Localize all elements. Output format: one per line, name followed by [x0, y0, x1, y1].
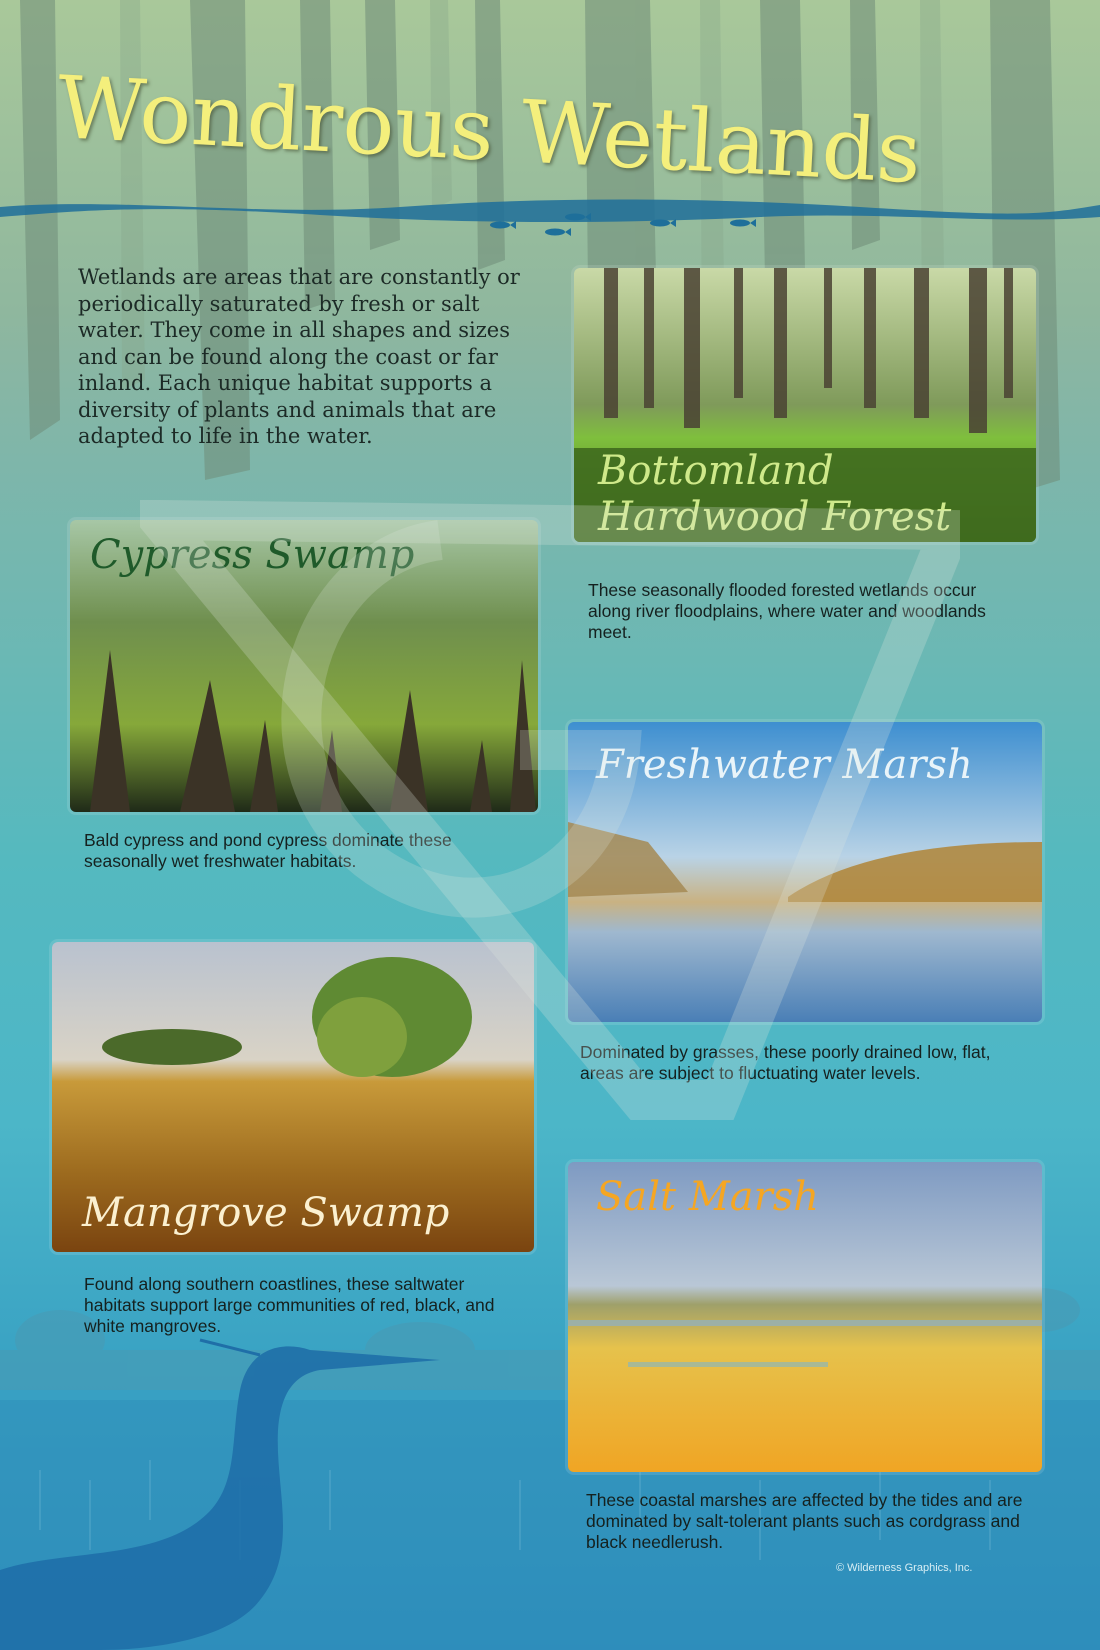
card-title-bottomland: [598, 448, 951, 540]
card-title-salt-marsh: Salt Marsh: [596, 1174, 820, 1220]
card-title-bottomland-line2: Hardwood Forest: [598, 494, 952, 540]
water-wave-band: [0, 195, 1100, 245]
card-title-mangrove-swamp: Mangrove Swamp: [82, 1190, 450, 1236]
card-desc-mangrove-swamp: Found along southern coastlines, these saltwater habitats support large communities of red, black, and white mangroves.: [84, 1274, 495, 1336]
copyright-text: © Wilderness Graphics, Inc.: [836, 1562, 973, 1574]
card-desc-salt-marsh: These coastal marshes are affected by the tides and are dominated by salt-tolerant plants such as cordgrass and black needlerush.: [586, 1490, 1023, 1552]
card-title-freshwater-marsh: Freshwater Marsh: [596, 742, 973, 788]
card-desc-freshwater-marsh: Dominated by grasses, these poorly drained low, flat, areas are subject to fluctuating water levels.: [580, 1042, 991, 1083]
card-desc-cypress-swamp: Bald cypress and pond cypress dominate these seasonally wet freshwater habitats.: [84, 830, 452, 871]
heron-silhouette-icon: [0, 1320, 460, 1650]
card-desc-bottomland: These seasonally flooded forested wetlands occur along river floodplains, where water and woodlands meet.: [588, 580, 986, 642]
intro-paragraph: Wetlands are areas that are constantly or periodically saturated by fresh or salt water. They come in all shapes and sizes and can be found along the coast or far inland. Each unique habitat supports a diversity of plants and animals that are adapted to life in the water.: [78, 265, 520, 448]
card-title-bottomland-line1: Bottomland: [598, 448, 834, 494]
card-title-cypress-swamp: Cypress Swamp: [90, 532, 415, 578]
poster-title: Wondrous Wetlands: [54, 58, 924, 204]
